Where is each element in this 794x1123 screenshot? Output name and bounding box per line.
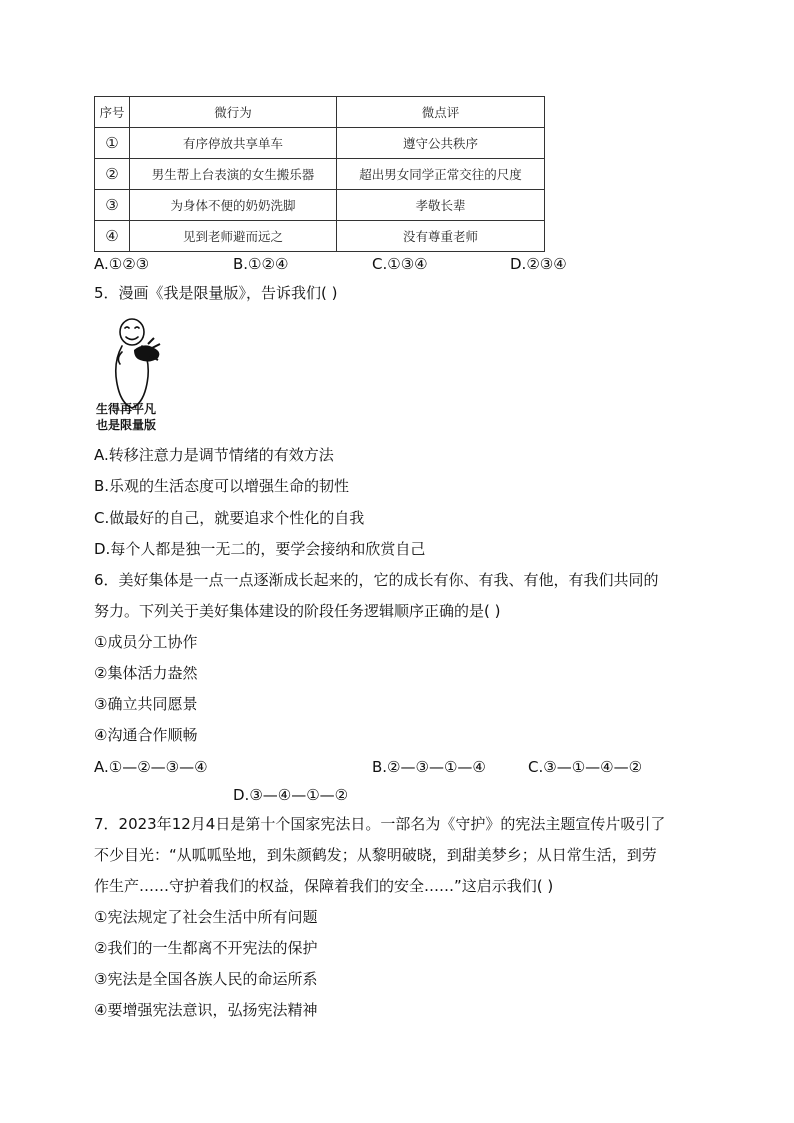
- row-number: ①: [95, 128, 130, 159]
- q6-stem-line-1: 6．美好集体是一点一点逐渐成长起来的，它的成长有你、有我、有他，有我们共同的: [94, 571, 659, 589]
- table-row: [95, 159, 545, 190]
- q6-item-1: ①成员分工协作: [94, 633, 198, 651]
- q5-option-c: C.做最好的自己，就要追求个性化的自我: [94, 509, 365, 527]
- header-cell: 微点评: [337, 97, 545, 128]
- q7-stem-line-2: 不少目光：“从呱呱坠地，到朱颜鹤发；从黎明破晓，到甜美梦乡；从日常生活，到劳: [94, 846, 657, 864]
- q5-option-a: A.转移注意力是调节情绪的有效方法: [94, 446, 334, 464]
- table-header-row: [95, 97, 545, 128]
- q6-stem-line-2: 努力。下列关于美好集体建设的阶段任务逻辑顺序正确的是( ): [94, 602, 501, 620]
- q7-item-1: ①宪法规定了社会生活中所有问题: [94, 908, 318, 926]
- q6-item-3: ③确立共同愿景: [94, 695, 198, 713]
- q4-option-d: D.②③④: [510, 255, 567, 273]
- behavior-cell: 男生帮上台表演的女生搬乐器: [130, 159, 337, 190]
- limited-edition-cartoon: [92, 316, 182, 438]
- q7-item-2: ②我们的一生都离不开宪法的保护: [94, 939, 318, 957]
- q4-option-b: B.①②④: [233, 255, 289, 273]
- q5-option-b: B.乐观的生活态度可以增强生命的韧性: [94, 477, 350, 495]
- header-cell: 序号: [95, 97, 130, 128]
- comment-cell: 没有尊重老师: [337, 221, 545, 252]
- row-number: ③: [95, 190, 130, 221]
- table-row: [95, 221, 545, 252]
- comment-cell: 遵守公共秩序: [337, 128, 545, 159]
- q6-option-c: C.③—①—④—②: [528, 758, 643, 776]
- behavior-cell: 为身体不便的奶奶洗脚: [130, 190, 337, 221]
- row-number: ②: [95, 159, 130, 190]
- q7-item-3: ③宪法是全国各族人民的命运所系: [94, 970, 318, 988]
- behavior-cell: 见到老师避而远之: [130, 221, 337, 252]
- q6-item-2: ②集体活力盎然: [94, 664, 198, 682]
- cartoon-caption-line-1: 生得再平凡: [96, 402, 157, 416]
- comment-cell: 超出男女同学正常交往的尺度: [337, 159, 545, 190]
- q6-option-b: B.②—③—①—④: [372, 758, 486, 776]
- cartoon-caption-line-2: 也是限量版: [96, 418, 157, 432]
- q4-option-a: A.①②③: [94, 255, 150, 273]
- row-number: ④: [95, 221, 130, 252]
- q6-option-a: A.①—②—③—④: [94, 758, 208, 776]
- q7-stem-line-1: 7．2023年12月4日是第十个国家宪法日。一部名为《守护》的宪法主题宣传片吸引了: [94, 815, 666, 833]
- q4-option-c: C.①③④: [372, 255, 428, 273]
- cartoon-figure-icon: [92, 316, 182, 412]
- comment-cell: 孝敬长辈: [337, 190, 545, 221]
- q7-item-4: ④要增强宪法意识，弘扬宪法精神: [94, 1001, 318, 1019]
- q7-stem-line-3: 作生产……守护着我们的权益，保障着我们的安全……”这启示我们( ): [94, 877, 554, 895]
- q5-option-d: D.每个人都是独一无二的，要学会接纳和欣赏自己: [94, 540, 426, 558]
- behavior-cell: 有序停放共享单车: [130, 128, 337, 159]
- behavior-table: [94, 96, 545, 252]
- q6-option-d: D.③—④—①—②: [233, 786, 349, 804]
- table-row: [95, 190, 545, 221]
- q5-stem: 5．漫画《我是限量版》，告诉我们( ): [94, 284, 338, 302]
- header-cell: 微行为: [130, 97, 337, 128]
- q6-item-4: ④沟通合作顺畅: [94, 726, 198, 744]
- table-row: [95, 128, 545, 159]
